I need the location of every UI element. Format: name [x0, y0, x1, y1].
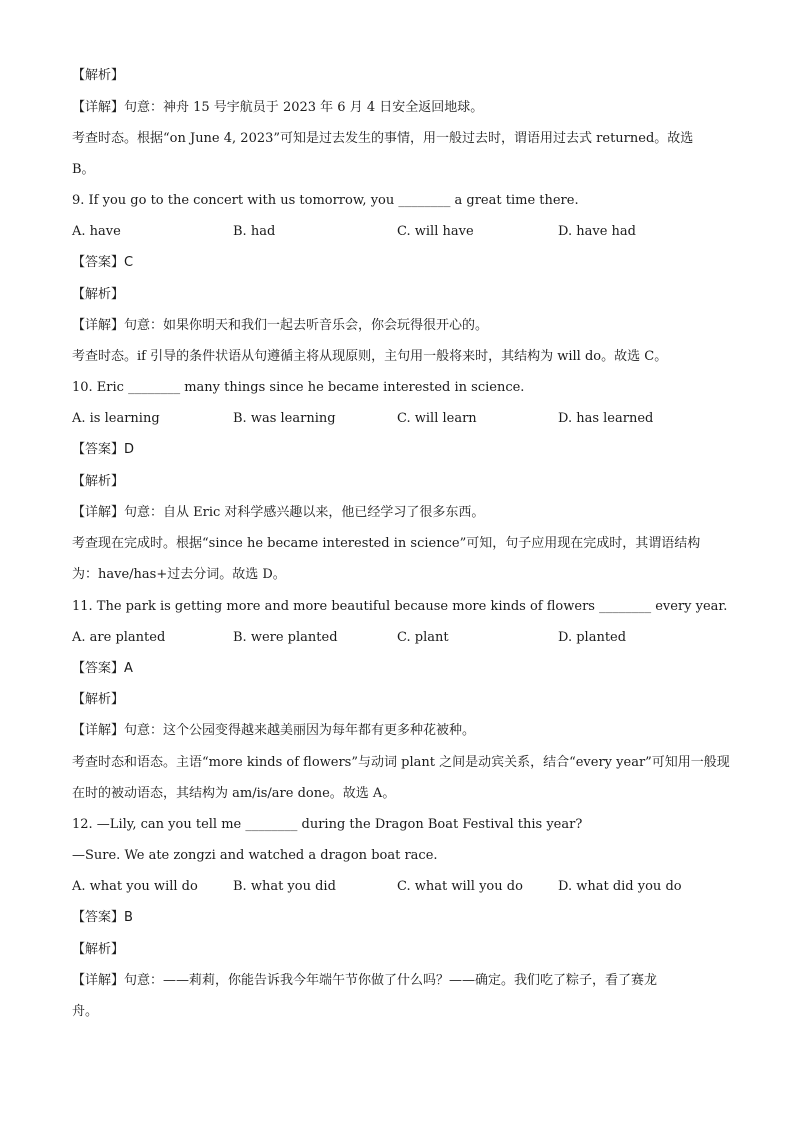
option-c: C. plant [397, 630, 449, 645]
explanation-line: 【详解】句意：这个公园变得越来越美丽因为每年都有更多种花被种。 [72, 723, 476, 738]
option-b: B. was learning [233, 411, 336, 426]
option-d: D. have had [558, 224, 636, 239]
explanation-line: 考查时态。if 引导的条件状语从句遵循主将从现原则，主句用一般将来时，其结构为 will do。故选 C。 [72, 349, 668, 364]
explanation-line: 【详解】句意：——莉莉，你能告诉我今年端午节你做了什么吗？——确定。我们吃了粽子，看了赛龙 [72, 973, 658, 988]
option-a: A. what you will do [72, 879, 198, 894]
option-b: B. were planted [233, 630, 338, 645]
analysis-label: 【解析】 [72, 692, 125, 707]
analysis-label: 【解析】 [72, 474, 125, 489]
option-d: D. what did you do [558, 879, 682, 894]
explanation-line: 【详解】句意：自从 Eric 对科学感兴趣以来，他已经学习了很多东西。 [72, 505, 485, 520]
explanation-line: 考查现在完成时。根据“since he became interested in science”可知，句子应用现在完成时，其谓语结构 [72, 536, 701, 551]
question-12: 12. —Lily, can you tell me ________ during the Dragon Boat Festival this year? [72, 817, 583, 832]
option-a: A. have [72, 224, 121, 239]
option-b: B. what you did [233, 879, 336, 894]
option-b: B. had [233, 224, 276, 239]
explanation-line: B。 [72, 162, 95, 177]
explanation-line: 舟。 [72, 1004, 99, 1019]
option-c: C. will have [397, 224, 474, 239]
question-11: 11. The park is getting more and more beautiful because more kinds of flowers ________ every year. [72, 599, 728, 614]
answer-label: 【答案】D [72, 442, 135, 457]
explanation-line: 在时的被动语态，其结构为 am/is/are done。故选 A。 [72, 786, 396, 801]
analysis-label: 【解析】 [72, 287, 125, 302]
explanation-line: 【详解】句意：神舟 15 号宇航员于 2023 年 6 月 4 日安全返回地球。 [72, 100, 484, 115]
option-d: D. has learned [558, 411, 654, 426]
question-9: 9. If you go to the concert with us tomorrow, you ________ a great time there. [72, 193, 579, 208]
option-c: C. what will you do [397, 879, 523, 894]
question-10: 10. Eric ________ many things since he became interested in science. [72, 380, 525, 395]
explanation-line: 【详解】句意：如果你明天和我们一起去听音乐会，你会玩得很开心的。 [72, 318, 489, 333]
option-a: A. is learning [72, 411, 160, 426]
question-12-reply: —Sure. We ate zongzi and watched a dragon boat race. [72, 848, 438, 863]
option-d: D. planted [558, 630, 627, 645]
explanation-line: 考查时态和语态。主语“more kinds of flowers”与动词 plant 之间是动宾关系，结合“every year”可知用一般现 [72, 755, 730, 770]
explanation-line: 考查时态。根据“on June 4, 2023”可知是过去发生的事情，用一般过去时，谓语用过去式 returned。故选 [72, 131, 694, 146]
answer-label: 【答案】A [72, 661, 133, 676]
analysis-label: 【解析】 [72, 942, 125, 957]
option-c: C. will learn [397, 411, 477, 426]
answer-label: 【答案】B [72, 910, 133, 925]
option-a: A. are planted [72, 630, 166, 645]
analysis-label: 【解析】 [72, 68, 125, 83]
answer-label: 【答案】C [72, 255, 134, 270]
explanation-line: 为：have/has+过去分词。故选 D。 [72, 567, 286, 582]
